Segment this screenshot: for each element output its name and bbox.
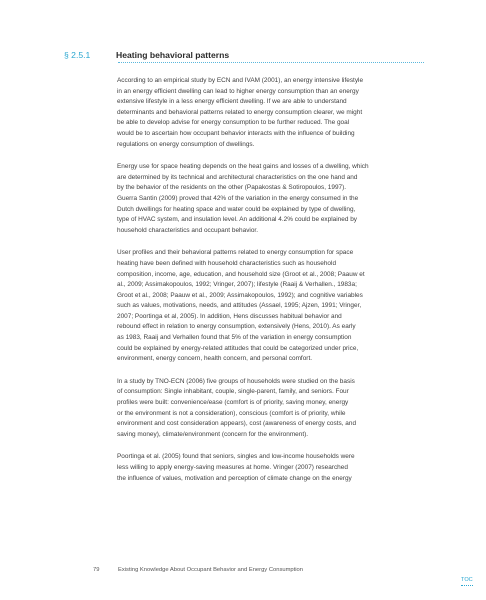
paragraph-2 — [117, 162, 429, 236]
text-line: heating have been defined with household characteristics such as household — [117, 259, 337, 267]
text-line: regulations on energy consumption of dwellings. — [117, 140, 255, 148]
text-line: such as values, motivations, needs, and attitudes (Assael, 1995; Ajzen, 1991; Vringer, — [117, 302, 362, 310]
text-line: Dutch dwellings for heating space and water could be explained by type of dwelling, — [117, 205, 356, 213]
text-line: or the environment is not a consideration), conscious (comfort is of priority, while — [117, 409, 346, 417]
text-line: composition, income, age, education, and household size (Groot et al., 2008; Paauw et — [117, 270, 365, 278]
paragraph-5 — [117, 452, 429, 484]
running-title: Existing Knowledge About Occupant Behavior and Energy Consumption — [118, 567, 303, 573]
section-divider — [118, 62, 424, 63]
text-line: Energy use for space heating depends on the heat gains and losses of a dwelling, which — [117, 163, 369, 171]
paragraph-3 — [117, 248, 429, 365]
text-line: al., 2009; Assimakopoulos, 1992; Vringer, 2007); lifestyle (Raaij & Verhallen., 1983a; — [117, 281, 357, 289]
text-line: profiles were built: convenience/ease (comfort is of priority, saving money, energy — [117, 399, 349, 407]
text-line: type of HVAC system, and insulation level. An additional 4.2% could be explained by — [117, 216, 357, 224]
text-line: by the behavior of the residents on the other (Papakostas & Sotiropoulos, 1997). — [117, 184, 347, 192]
text-line: could be explained by energy-related attitudes that could be categorized under price, — [117, 344, 359, 352]
text-line: environment and cost consideration appears), cost (awareness of energy costs, and — [117, 420, 357, 428]
section-title: Heating behavioral patterns — [116, 50, 230, 60]
text-line: household characteristics and occupant behavior. — [117, 226, 258, 234]
text-line: of consumption: Single inhabitant, couple, single-parent, family, and seniors. Four — [117, 388, 349, 396]
text-line: rebound effect in relation to energy consumption, extensively (Hens, 2010). As early — [117, 323, 356, 331]
text-line: less willing to apply energy-saving measures at home. Vringer (2007) researched — [117, 464, 348, 471]
text-line: the influence of values, motivation and perception of climate change on the energy — [117, 474, 352, 482]
text-line: saving money), climate/environment (concern for the environment). — [117, 430, 309, 438]
toc-link[interactable]: TOC — [461, 577, 473, 586]
text-line: extensive lifestyle in a less energy efficient dwelling. If we are able to understand — [117, 98, 347, 106]
text-line: environment, energy concern, health concern, and personal comfort. — [117, 355, 313, 363]
paragraph-4 — [117, 377, 429, 441]
text-line: Guerra Santin (2009) proved that 42% of the variation in the energy consumed in the — [117, 194, 359, 202]
text-line: 2007; Poortinga et al, 2005). In addition, Hens discusses habitual behavior and — [117, 312, 342, 320]
body-text — [117, 76, 429, 496]
page-number: 79 — [93, 567, 100, 573]
text-line: Groot et al., 2008; Paauw et al., 2009; Assimakopoulos, 1992); and cognitive variables — [117, 291, 363, 299]
text-line: be able to develop advise for energy consumption to be further reduced. The goal — [117, 119, 350, 127]
text-line: are determined by its technical and architectural characteristics on the one hand and — [117, 173, 358, 181]
text-line: as 1983, Raaij and Verhallen found that 5% of the variation in energy consumption — [117, 334, 352, 342]
text-line: would be to ascertain how occupant behavior interacts with the influence of building — [117, 129, 355, 137]
text-line: determinants and behavioral patterns related to energy consumption clearer, we might — [117, 108, 363, 116]
text-line: Poortinga et al. (2005) found that seniors, singles and low-income households were — [117, 453, 355, 461]
text-line: In a study by TNO-ECN (2006) five groups of households were studied on the basis — [117, 377, 355, 385]
paragraph-1 — [117, 76, 429, 150]
text-line: User profiles and their behavioral patterns related to energy consumption for space — [117, 249, 354, 257]
section-number: § 2.5.1 — [64, 50, 91, 60]
text-line: According to an empirical study by ECN and IVAM (2001), an energy intensive lifestyle — [117, 77, 364, 84]
text-line: in an energy efficient dwelling can lead to higher energy consumption than an energy — [117, 87, 359, 95]
